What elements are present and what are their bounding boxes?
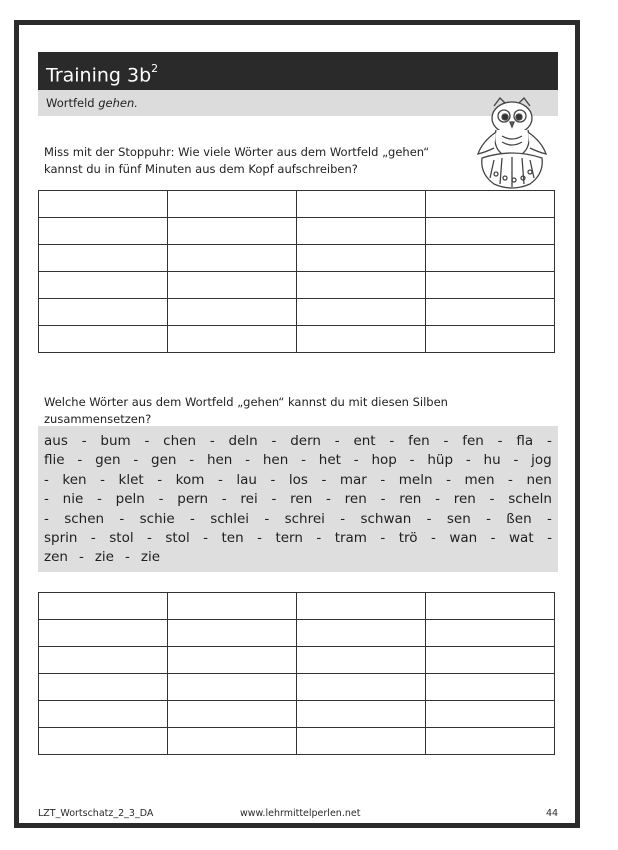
grid2-cell[interactable] xyxy=(297,728,426,755)
grid1-cell[interactable] xyxy=(426,191,555,218)
grid2-row xyxy=(39,728,555,755)
syllable-separator: - xyxy=(209,433,215,449)
syllable-separator: - xyxy=(301,452,306,469)
syllable: hop xyxy=(371,452,397,469)
syllable-separator: - xyxy=(158,491,164,508)
syllable-separator: - xyxy=(443,433,449,449)
syllable-separator: - xyxy=(435,491,440,508)
grid1-cell[interactable] xyxy=(168,326,297,353)
syllable: ren xyxy=(290,491,313,508)
grid2-cell[interactable] xyxy=(168,647,297,674)
syllable-separator: - xyxy=(380,471,386,488)
grid1-cell[interactable] xyxy=(39,326,168,353)
syllable: tern xyxy=(275,529,303,546)
syllable-line xyxy=(44,490,552,509)
syllable-separator: - xyxy=(546,433,552,449)
grid2-row xyxy=(39,593,555,620)
syllable: pern xyxy=(177,491,209,508)
grid1-row xyxy=(39,326,555,353)
syllable: ßen xyxy=(506,510,532,527)
syllable-box xyxy=(38,426,558,572)
syllable: stol xyxy=(165,529,190,546)
syllable-separator: - xyxy=(547,510,552,527)
subtitle-prefix: Wortfeld xyxy=(46,96,99,110)
syllable-separator: - xyxy=(389,433,395,449)
grid2-row xyxy=(39,701,555,728)
syllable: scheln xyxy=(508,491,552,508)
grid1-cell[interactable] xyxy=(168,191,297,218)
title-superscript: 2 xyxy=(151,62,159,75)
syllable: jog xyxy=(531,452,552,469)
syllable-separator: - xyxy=(100,471,106,488)
syllable: peln xyxy=(115,491,145,508)
syllable: ren xyxy=(399,491,422,508)
grid1-cell[interactable] xyxy=(297,245,426,272)
syllable: meln xyxy=(398,471,433,488)
grid1-row xyxy=(39,191,555,218)
syllable: sprin xyxy=(44,529,78,546)
syllable-separator: - xyxy=(77,452,83,469)
syllable: kom xyxy=(175,471,205,488)
grid2-cell[interactable] xyxy=(297,701,426,728)
syllable: men xyxy=(464,471,495,488)
grid2-cell[interactable] xyxy=(39,647,168,674)
syllable-separator: - xyxy=(119,510,125,527)
syllable-separator: - xyxy=(271,433,277,449)
syllable-separator: - xyxy=(264,510,270,527)
grid2-cell[interactable] xyxy=(297,620,426,647)
syllable: mar xyxy=(339,471,367,488)
syllable-separator: - xyxy=(334,433,340,449)
syllable-separator: - xyxy=(508,471,513,488)
syllable: bum xyxy=(100,433,131,449)
grid1-cell[interactable] xyxy=(39,191,168,218)
grid1-cell[interactable] xyxy=(426,299,555,326)
grid1-cell[interactable] xyxy=(39,272,168,299)
answer-grid-1 xyxy=(38,190,555,353)
grid2-row xyxy=(39,647,555,674)
grid2-cell[interactable] xyxy=(426,647,555,674)
grid2-cell[interactable] xyxy=(39,701,168,728)
syllable: aus xyxy=(44,433,68,449)
syllable: deln xyxy=(228,433,258,449)
syllable: het xyxy=(318,452,341,469)
syllable-separator: - xyxy=(465,452,471,469)
syllable: nie xyxy=(62,491,84,508)
grid1-cell[interactable] xyxy=(426,245,555,272)
syllable-separator: - xyxy=(271,491,277,508)
grid2-cell[interactable] xyxy=(168,728,297,755)
syllable-line xyxy=(44,510,552,529)
grid2-cell[interactable] xyxy=(426,593,555,620)
grid1-cell[interactable] xyxy=(297,191,426,218)
syllable-separator: - xyxy=(221,491,227,508)
grid1-cell[interactable] xyxy=(297,218,426,245)
syllable-separator: - xyxy=(547,529,552,546)
grid2-row xyxy=(39,620,555,647)
syllable-separator: - xyxy=(44,471,49,488)
syllable: fla xyxy=(516,433,534,449)
grid1-cell[interactable] xyxy=(168,245,297,272)
grid2-cell[interactable] xyxy=(39,593,168,620)
footer-code: LZT_Wortschatz_2_3_DA xyxy=(38,808,154,819)
syllable: schen xyxy=(64,510,105,527)
syllable: gen xyxy=(95,452,121,469)
grid1-cell[interactable] xyxy=(426,326,555,353)
grid2-cell[interactable] xyxy=(168,674,297,701)
grid2-cell[interactable] xyxy=(168,620,297,647)
grid1-cell[interactable] xyxy=(168,218,297,245)
syllable: wan xyxy=(449,529,478,546)
syllable: ent xyxy=(353,433,376,449)
syllable: chen xyxy=(163,433,196,449)
syllable-separator: - xyxy=(245,452,251,469)
syllable: sen xyxy=(446,510,471,527)
syllable: ken xyxy=(62,471,87,488)
syllable: hu xyxy=(483,452,501,469)
grid2-cell[interactable] xyxy=(168,593,297,620)
syllable: zie xyxy=(94,549,114,566)
syllable: stol xyxy=(109,529,134,546)
syllable-separator: - xyxy=(431,529,436,546)
title-text: Training 3b xyxy=(46,64,152,87)
syllable-separator: - xyxy=(203,529,209,546)
syllable-separator: - xyxy=(489,491,495,508)
grid2-row xyxy=(39,674,555,701)
grid1-cell[interactable] xyxy=(297,326,426,353)
syllable-separator: - xyxy=(446,471,451,488)
syllable: ren xyxy=(344,491,367,508)
grid2-cell[interactable] xyxy=(39,674,168,701)
grid2-cell[interactable] xyxy=(426,701,555,728)
grid2-cell[interactable] xyxy=(297,674,426,701)
footer-website: www.lehrmittelperlen.net xyxy=(240,808,361,819)
syllable-separator: - xyxy=(497,433,503,449)
syllable-line xyxy=(44,451,552,470)
syllable-line xyxy=(44,529,552,548)
syllable-separator: - xyxy=(190,510,195,527)
syllable: flie xyxy=(44,452,65,469)
grid1-cell[interactable] xyxy=(39,245,168,272)
page-number: 44 xyxy=(546,808,559,819)
grid1-cell[interactable] xyxy=(426,272,555,299)
syllable: zen xyxy=(44,549,68,566)
syllable: wat xyxy=(509,529,534,546)
syllable: schrei xyxy=(284,510,325,527)
syllable: ten xyxy=(221,529,244,546)
syllable-line xyxy=(44,548,552,567)
syllable-separator: - xyxy=(426,510,432,527)
syllable-separator: - xyxy=(490,529,496,546)
grid2-cell[interactable] xyxy=(426,728,555,755)
syllable-separator: - xyxy=(257,529,262,546)
grid2-cell[interactable] xyxy=(426,674,555,701)
syllable: los xyxy=(288,471,308,488)
grid1-cell[interactable] xyxy=(426,218,555,245)
syllable-separator: - xyxy=(380,529,386,546)
syllable-separator: - xyxy=(189,452,195,469)
grid1-cell[interactable] xyxy=(39,218,168,245)
syllable: rei xyxy=(240,491,258,508)
syllable-separator: - xyxy=(513,452,519,469)
grid2-cell[interactable] xyxy=(297,593,426,620)
grid1-row xyxy=(39,272,555,299)
syllable-separator: - xyxy=(44,510,49,527)
syllable-separator: - xyxy=(409,452,415,469)
subtitle-italic: gehen. xyxy=(98,96,138,110)
syllable-separator: - xyxy=(97,491,102,508)
syllable: dern xyxy=(290,433,321,449)
grid1-cell[interactable] xyxy=(297,299,426,326)
syllable-separator: - xyxy=(270,471,276,488)
syllable: lau xyxy=(236,471,257,488)
syllable: hen xyxy=(262,452,289,469)
grid2-cell[interactable] xyxy=(39,728,168,755)
owl-icon xyxy=(472,92,552,192)
syllable-separator: - xyxy=(44,491,49,508)
syllable-separator: - xyxy=(144,433,150,449)
syllable-separator: - xyxy=(380,491,386,508)
syllable-line xyxy=(44,432,552,451)
syllable-separator: - xyxy=(486,510,491,527)
grid1-row xyxy=(39,299,555,326)
answer-grid-2 xyxy=(38,592,555,755)
syllable: tram xyxy=(334,529,367,546)
grid2-cell[interactable] xyxy=(426,620,555,647)
syllable: ren xyxy=(453,491,476,508)
syllable-separator: - xyxy=(90,529,96,546)
syllable: gen xyxy=(151,452,177,469)
syllable-separator: - xyxy=(81,433,87,449)
grid1-row xyxy=(39,218,555,245)
syllable-separator: - xyxy=(321,471,327,488)
syllable: fen xyxy=(462,433,484,449)
syllable-separator: - xyxy=(353,452,359,469)
syllable: nen xyxy=(526,471,552,488)
grid1-row xyxy=(39,245,555,272)
syllable: schlei xyxy=(210,510,250,527)
grid1-cell[interactable] xyxy=(168,299,297,326)
grid1-cell[interactable] xyxy=(39,299,168,326)
syllable-separator: - xyxy=(340,510,346,527)
question-1-text: Miss mit der Stoppuhr: Wie viele Wörter aus dem Wortfeld „gehen“ kannst du in fünf Minuten aus dem Kopf aufschreiben? xyxy=(44,145,430,176)
syllable: schwan xyxy=(360,510,412,527)
syllable: schie xyxy=(139,510,175,527)
syllable: trö xyxy=(398,529,418,546)
syllable-separator: - xyxy=(326,491,331,508)
syllable-separator: - xyxy=(157,471,163,488)
grid2-cell[interactable] xyxy=(297,647,426,674)
syllable-separator: - xyxy=(316,529,322,546)
syllable-separator: - xyxy=(147,529,152,546)
syllable-line xyxy=(44,471,552,490)
grid1-cell[interactable] xyxy=(168,272,297,299)
syllable: fen xyxy=(408,433,430,449)
syllable-separator: - xyxy=(124,549,130,566)
syllable: hen xyxy=(206,452,233,469)
grid2-cell[interactable] xyxy=(168,701,297,728)
syllable-separator: - xyxy=(78,549,84,566)
syllable-separator: - xyxy=(133,452,139,469)
syllable: hüp xyxy=(427,452,454,469)
grid1-cell[interactable] xyxy=(297,272,426,299)
worksheet-title xyxy=(38,52,558,90)
question-2-text: Welche Wörter aus dem Wortfeld „gehen“ kannst du mit diesen Silben zusammensetzen? xyxy=(44,395,448,426)
grid2-cell[interactable] xyxy=(39,620,168,647)
syllable-separator: - xyxy=(217,471,223,488)
syllable: klet xyxy=(118,471,144,488)
syllable: zie xyxy=(140,549,161,566)
